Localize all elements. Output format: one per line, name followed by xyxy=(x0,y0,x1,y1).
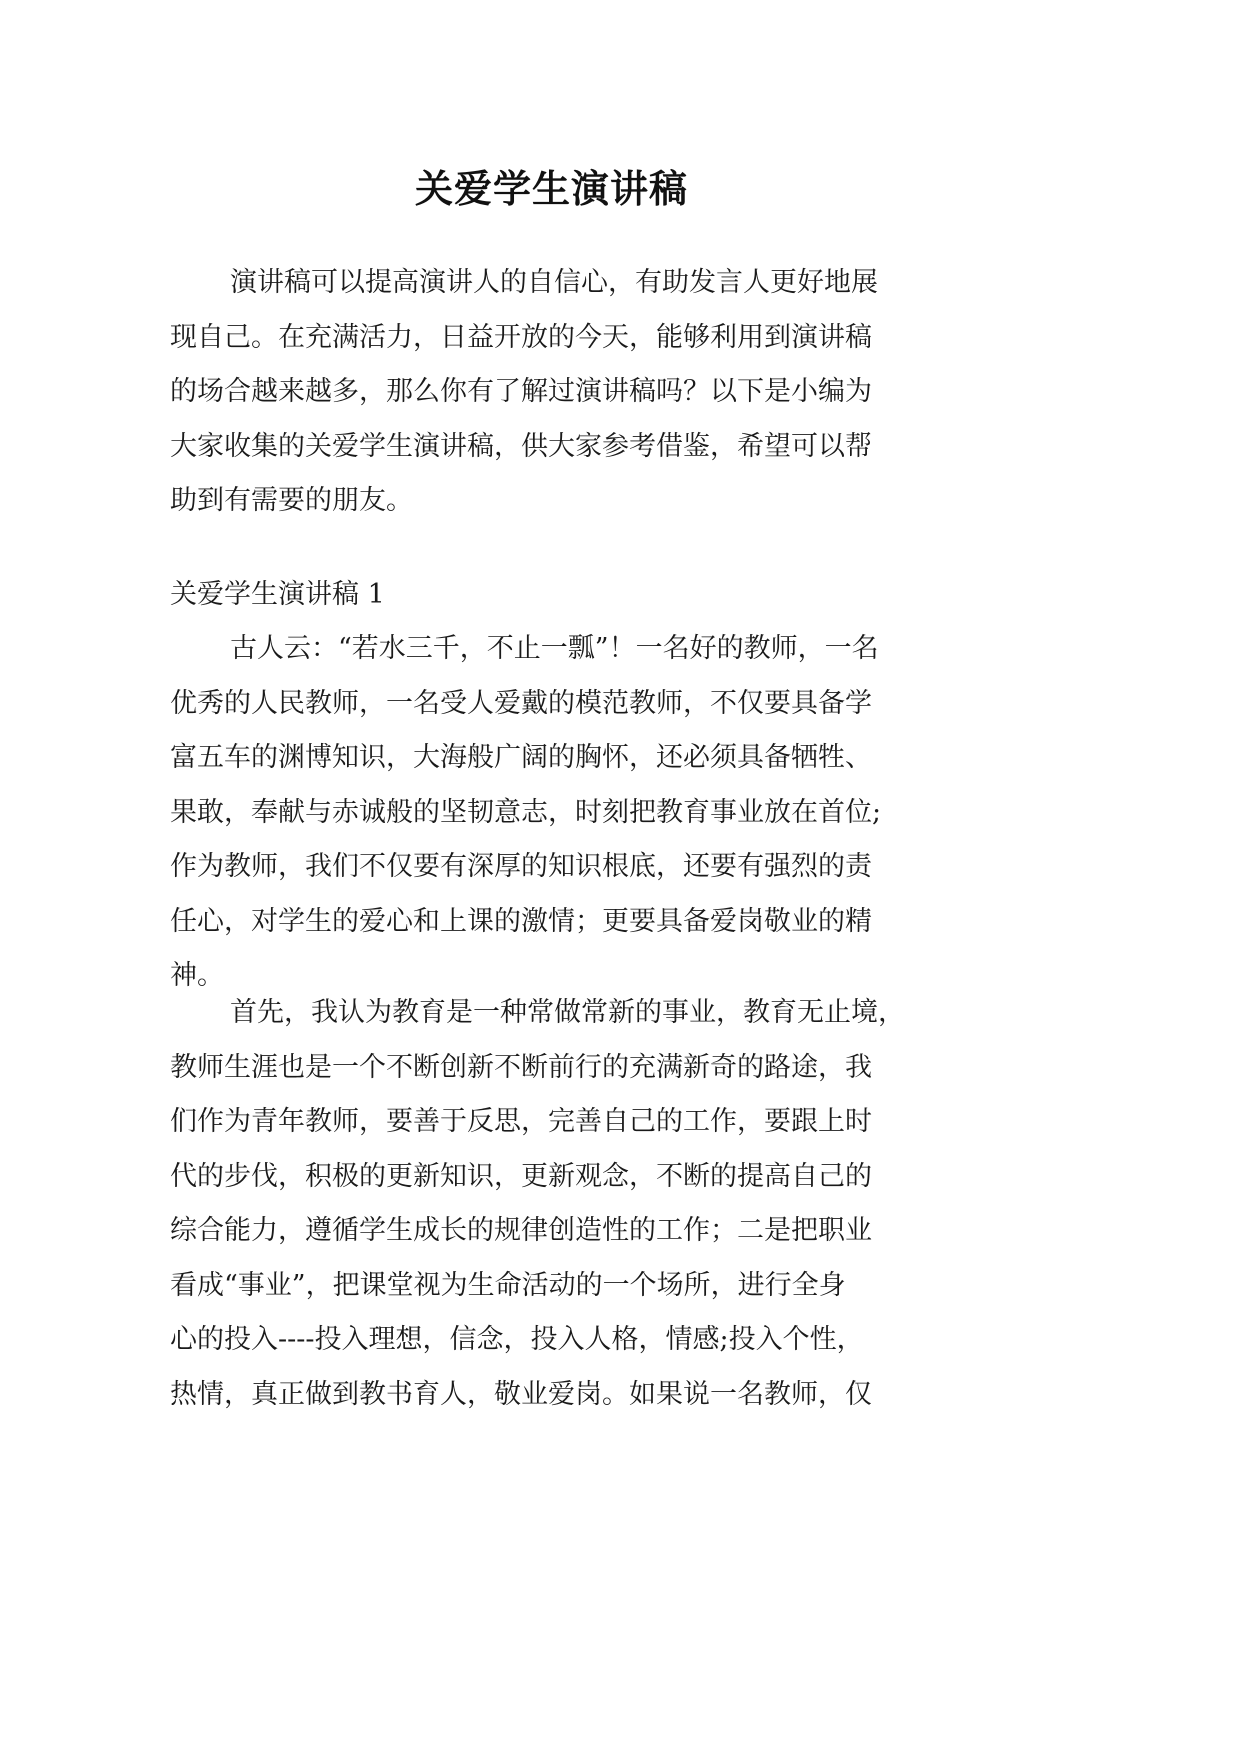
section-heading: 关爱学生演讲稿 1 xyxy=(170,579,385,610)
text-line: 助到有需要的朋友。 xyxy=(170,485,413,516)
text-line: 代的步伐，积极的更新知识，更新观念，不断的提高自己的 xyxy=(170,1160,872,1192)
text-line: 看成“事业”，把课堂视为生命活动的一个场所，进行全身 xyxy=(170,1269,846,1301)
text-line: 们作为青年教师，要善于反思，完善自己的工作，要跟上时 xyxy=(170,1106,872,1137)
text-line: 果敢，奉献与赤诚般的坚韧意志，时刻把教育事业放在首位; xyxy=(170,796,882,828)
text-line: 优秀的人民教师，一名受人爱戴的模范教师，不仅要具备学 xyxy=(170,687,872,719)
body-paragraph-2 xyxy=(170,986,940,1422)
document-title: 关爱学生演讲稿 xyxy=(414,166,688,212)
text-line: 热情，真正做到教书育人，敬业爱岗。如果说一名教师，仅 xyxy=(170,1378,872,1410)
text-line: 心的投入----投入理想，信念，投入人格，情感;投入个性， xyxy=(170,1324,864,1355)
text-line: 现自己。在充满活力，日益开放的今天，能够利用到演讲稿 xyxy=(170,321,872,353)
text-line: 大家收集的关爱学生演讲稿，供大家参考借鉴，希望可以帮 xyxy=(170,430,872,462)
text-line: 富五车的渊博知识，大海般广阔的胸怀，还必须具备牺牲、 xyxy=(170,742,872,773)
body-paragraph-1 xyxy=(170,622,940,1004)
intro-paragraph xyxy=(170,256,940,529)
text-line: 综合能力，遵循学生成长的规律创造性的工作；二是把职业 xyxy=(170,1215,872,1246)
text-line: 的场合越来越多，那么你有了解过演讲稿吗？以下是小编为 xyxy=(170,376,872,407)
text-line: 演讲稿可以提高演讲人的自信心，有助发言人更好地展 xyxy=(230,267,878,298)
text-line: 古人云：“若水三千，不止一瓢”！一名好的教师，一名 xyxy=(230,633,879,664)
text-line: 首先，我认为教育是一种常做常新的事业，教育无止境， xyxy=(230,997,905,1028)
text-line: 神。 xyxy=(170,960,224,991)
text-line: 教师生涯也是一个不断创新不断前行的充满新奇的路途，我 xyxy=(170,1051,872,1083)
text-line: 作为教师，我们不仅要有深厚的知识根底，还要有强烈的责 xyxy=(170,851,872,882)
text-line: 任心，对学生的爱心和上课的激情；更要具备爱岗敬业的精 xyxy=(170,905,872,937)
